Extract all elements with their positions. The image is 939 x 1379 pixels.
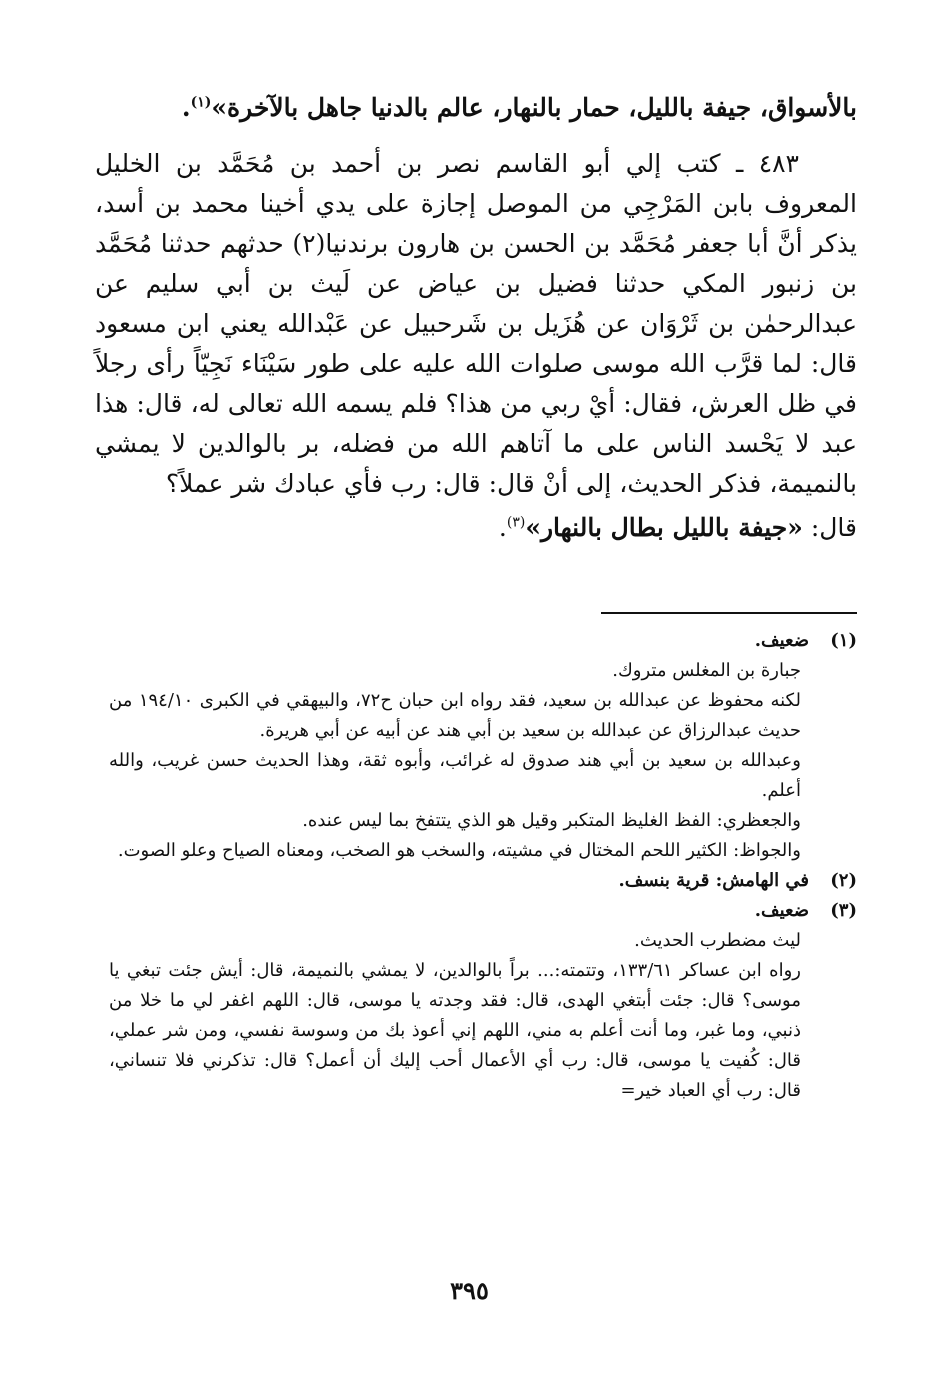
footnote-2	[109, 866, 857, 896]
hadith-final-line	[95, 508, 857, 548]
footnote-title: في الهامش: قرية بنسف.	[618, 870, 809, 891]
main-text	[95, 88, 857, 548]
footnote-body	[109, 926, 801, 1106]
footnotes	[109, 626, 857, 1106]
lead-line	[95, 88, 857, 128]
footnote-1	[109, 626, 857, 866]
footnote-head	[109, 866, 857, 896]
footnote-title: ضعيف.	[754, 900, 809, 921]
footnote-paragraph: جبارة بن المغلس متروك.	[612, 660, 801, 681]
footnote-number: (١)	[830, 630, 857, 651]
footnote-number: (٢)	[830, 870, 857, 891]
final-end: .	[498, 513, 507, 542]
footnote-number: (٣)	[830, 900, 857, 921]
footnote-separator	[601, 612, 857, 614]
footnote-ref-3: (٣)	[506, 514, 526, 531]
footnote-head	[109, 896, 857, 926]
footnote-ref-1: (١)	[190, 94, 212, 111]
footnote-head	[109, 626, 857, 656]
footnote-3	[109, 896, 857, 1106]
footnote-paragraph: رواه ابن عساكر ١٣٣/٦١، وتتمته:... براً بالوالدين، لا يمشي بالنميمة، قال: أيش جئت تبغي يا موسى؟ قال: جئت أبتغي الهدى، قال: فقد وجدته يا موسى، قال: اللهم اغفر لي ما خلا من ذنبي، وما غبر، وما أنت أعلم به مني، اللهم إني أعوذ بك من وسوسة نفسي، ومن شر عملي، قال: كُفيت يا موسى، قال: رب أي الأعمال أحب إليك أن أعمل؟ قال: تذكرني فلا تنساني، قال: رب أي العباد خير=	[109, 960, 801, 1101]
lead-text: بالأسواق، جيفة بالليل، حمار بالنهار، عالم بالدنيا جاهل بالآخرة»	[211, 93, 857, 122]
footnote-paragraph: ليث مضطرب الحديث.	[634, 930, 801, 951]
page-number: ٣٩٥	[450, 1276, 489, 1305]
lead-end: .	[181, 93, 191, 122]
final-quote: «جيفة بالليل بطال بالنهار»	[525, 513, 803, 542]
footnote-paragraph: وعبدالله بن سعيد بن أبي هند صدوق له غرائب، وأبوه ثقة، وهذا الحديث حسن غريب، والله أعلم.	[109, 750, 801, 801]
footnote-paragraph: لكنه محفوظ عن عبدالله بن سعيد، فقد رواه ابن حبان ح٧٢، والبيهقي في الكبرى ١٩٤/١٠ من حديث عبدالرزاق عن عبدالله بن سعيد بن أبي هند عن أبيه عن أبي هريرة.	[109, 690, 801, 741]
footnote-body	[109, 656, 801, 866]
final-prefix: قال:	[802, 513, 857, 542]
footnote-paragraph: والجعظري: الفظ الغليظ المتكبر وقيل هو الذي يتتفخ بما ليس عنده.	[302, 810, 801, 831]
footnote-paragraph: والجواظ: الكثير اللحم المختال في مشيته، والسخب هو الصخب، ومعناه الصياح وعلو الصوت.	[117, 840, 801, 861]
footnote-title: ضعيف.	[754, 630, 809, 651]
hadith-paragraph: ٤٨٣ ـ كتب إلي أبو القاسم نصر بن أحمد بن مُحَمَّد بن الخليل المعروف بابن المَرْجِي من الموصل إجازة على يدي أخينا محمد بن أسد، يذكر أنَّ أبا جعفر مُحَمَّد بن الحسن بن هارون برندنيا(٢) حدثهم حدثنا مُحَمَّد بن زنبور المكي حدثنا فضيل بن عياض عن لَيث بن أبي سليم عن عبدالرحمٰن بن ثَرْوَان عن هُزَيل بن شَرحبيل عن عَبْدالله يعني ابن مسعود قال: لما قرَّب الله موسى صلوات الله عليه على طور سَيْنَاء نَجِيّاً رأى رجلاً في ظل العرش، فقال: أيْ ربي من هذا؟ فلم يسمه الله تعالى له، قال: هذا عبد لا يَحْسد الناس على ما آتاهم الله من فضله، بر بالوالدين لا يمشي بالنميمة، فذكر الحديث، إلى أنْ قال: قال: رب فأي عبادك شر عملاً؟	[95, 149, 857, 498]
